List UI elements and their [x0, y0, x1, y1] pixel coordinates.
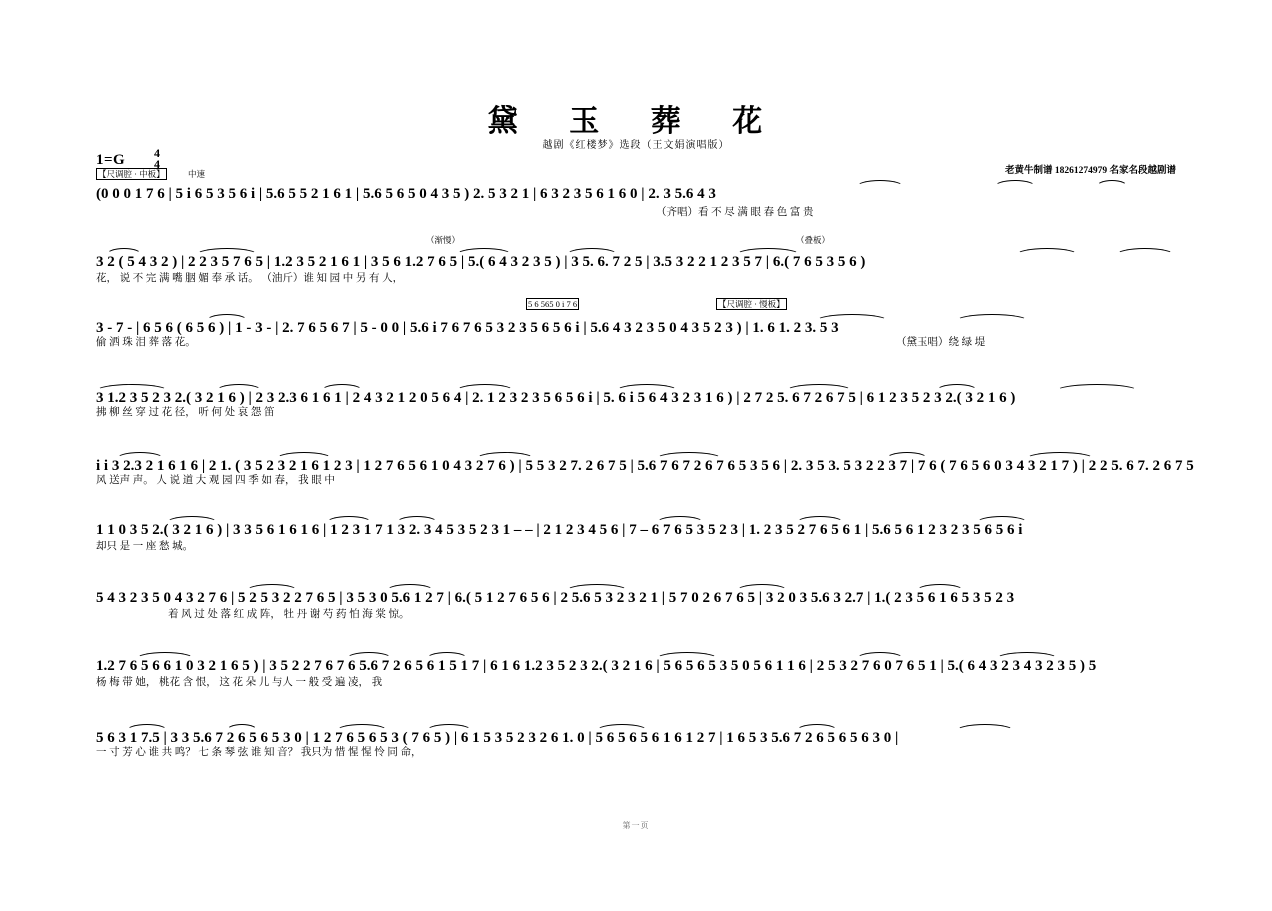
lyrics-row [96, 472, 1176, 490]
slur-arc [1096, 180, 1128, 187]
slur-arc [226, 724, 258, 731]
staff-system [96, 584, 1176, 624]
tempo-marker: 【尺调腔 · 中板】 [98, 169, 165, 179]
slur-arc [736, 248, 800, 255]
lyrics-row [96, 204, 1176, 222]
lyrics-row [96, 674, 1176, 692]
lyrics-row [96, 334, 1176, 352]
notes-row [96, 584, 1176, 606]
slur-arc [796, 516, 844, 523]
slur-arc [1116, 248, 1174, 255]
slur-arc [916, 584, 964, 591]
lyric-text: 着 风 过 处 落 红 成 阵， 牡 丹 谢 芍 药 怕 海 棠 惊。 [168, 609, 410, 620]
slur-arc [976, 516, 1028, 523]
notes-row [96, 652, 1176, 674]
lyrics-row [96, 404, 1176, 422]
slur-arc [956, 724, 1014, 731]
slur-arc [456, 248, 512, 255]
note-sequence: 3 2 ( 5 4 3 2 ) | 2 2 3 5 7 6 5 | 1.2 3 5 2 1 6 1 | 3 5 6 1.2 7 6 5 | 5.( 6 4 3 2 3 5 ) | 3 5. 6. 7 2 5 | 3.5 3 2 2 1 2 3 5 7 | 6.( 7 6 5 3 5 6 ) [96, 254, 866, 270]
lyrics-row [96, 270, 1176, 288]
note-sequence: 3 1.2 3 5 2 3 2.( 3 2 1 6 ) | 2 3 2.3 6 1 6 1 | 2 4 3 2 1 2 0 5 6 4 | 2. 1 2 3 2 3 5 6 5 6 i | 5. 6 i 5 6 4 3 2 3 1 6 ) | 2 7 2 5. 6 7 2 6 7 5 | 6 1 2 3 5 2 3 2.( 3 2 1 6 ) [96, 390, 1016, 406]
staff-system [96, 516, 1176, 556]
page-subtitle: 越剧《红楼梦》选段（王文娟演唱版） [542, 140, 730, 151]
notes-row [96, 235, 1176, 270]
lyric-text: 风 送声 声。 人 说 道 大 观 园 四 季 如 春， 我 眼 中 [96, 475, 335, 486]
slur-arc [166, 516, 218, 523]
lyric-text: （黛玉唱）绕 绿 堤 [896, 337, 986, 348]
notes-row [96, 450, 1194, 474]
lyric-text: 一 寸 芳 心 谁 共 鸣？ 七 条 琴 弦 谁 知 音？ 我只为 惜 惺 惺 怜 同 命， [96, 747, 422, 758]
slur-arc [386, 584, 434, 591]
staff-system [96, 450, 1194, 490]
notes-row [96, 299, 1176, 336]
note-sequence: 1 1 0 3 5 2.( 3 2 1 6 ) | 3 3 5 6 1 6 1 6 | 1 2 3 1 7 1 3 2. 3 4 5 3 5 2 3 1 – – | 2 1 2 3 4 5 6 | 7 – 6 7 6 5 3 5 2 3 | 1. 2 3 5 2 7 6 5 6 1 | 5.6 5 6 1 2 3 2 3 5 6 5 6 i [96, 522, 1023, 538]
lyric-text: 花， 说 不 完 满 嘴 胭 媚 奉 承 话。 （油斤）谁 知 园 中 另 有 人， [96, 273, 404, 284]
key-signature: 1=G [96, 152, 126, 168]
slur-arc [736, 584, 788, 591]
slur-arc [456, 384, 514, 391]
lyrics-row [96, 744, 1176, 762]
lyric-text: 偷 洒 珠 泪 葬 落 花。 [96, 337, 196, 348]
staff-system [96, 652, 1176, 692]
slur-arc [396, 516, 438, 523]
slur-arc [656, 452, 722, 459]
time-signature-denominator: 4 [154, 157, 160, 171]
slur-arc [566, 248, 618, 255]
interlude-marker: 5 6 565 0 i 7 6 [528, 299, 578, 309]
time-signature [148, 148, 166, 170]
tempo-text: （渐慢） [426, 235, 461, 245]
notes-row [96, 722, 1176, 744]
time-signature-numerator: 4 [154, 146, 160, 160]
credit-line: 老黄牛制谱 18261274979 名家名段越剧谱 [1004, 166, 1176, 176]
staff-system [96, 299, 1176, 352]
slur-arc [886, 452, 928, 459]
slur-arc [136, 652, 194, 659]
tempo-text: 中速 [188, 169, 206, 179]
tempo-text: （叠板） [796, 235, 831, 245]
note-sequence: i i 3 2.3 2 1 6 1 6 | 2 1. ( 3 5 2 3 2 1 6 1 2 3 | 1 2 7 6 5 6 1 0 4 3 2 7 6 ) | 5 5 3 2 7. 2 6 7 5 | 5.6 7 6 7 2 6 7 6 5 3 5 6 | 2. 3 5 3. 5 3 2 2 3 7 | 7 6 ( 7 6 5 6 0 3 4 3 2 1 7 ) | 2 2 5. 6 7. 2 6 7 5 [96, 458, 1194, 474]
staff-system [96, 382, 1176, 422]
slur-arc [426, 724, 472, 731]
slur-arc [96, 384, 168, 391]
note-sequence: 5 6 3 1 7.5 | 3 3 5.6 7 2 6 5 6 5 3 0 | 1 2 7 6 5 6 5 3 ( 7 6 5 ) | 6 1 5 3 5 2 3 2 6 1. 0 | 5 6 5 6 5 6 1 6 1 2 7 | 1 6 5 3 5.6 7 2 6 5 6 5 6 3 0 | [96, 730, 899, 746]
slur-arc [126, 724, 168, 731]
slur-arc [106, 248, 142, 255]
slur-arc [656, 652, 718, 659]
notes-row [96, 516, 1176, 538]
slur-arc [321, 384, 363, 391]
staff-system [96, 722, 1176, 762]
slur-arc [786, 384, 852, 391]
lyrics-row [96, 538, 1176, 556]
tempo-marker: 【尺调腔 · 慢板】 [718, 299, 785, 309]
page-number: 第一页 [622, 821, 650, 830]
slur-arc [936, 384, 978, 391]
lyric-text: 却只 是 一 座 愁 城。 [96, 541, 194, 552]
slur-arc [816, 314, 888, 321]
slur-arc [336, 724, 388, 731]
slur-arc [476, 452, 534, 459]
slur-arc [276, 452, 332, 459]
note-sequence: 1.2 7 6 5 6 6 1 0 3 2 1 6 5 ) | 3 5 2 2 7 6 7 6 5.6 7 2 6 5 6 1 5 1 7 | 6 1 6 1.2 3 5 2 3 2.( 3 2 1 6 | 5 6 5 6 5 3 5 0 5 6 1 1 6 | 2 5 3 2 7 6 0 7 6 5 1 | 5.( 6 4 3 2 3 4 3 2 3 5 ) 5 [96, 658, 1097, 674]
lyric-text: 杨 梅 带 她， 桃花 含 恨， 这 花 朵 儿 与人 一 般 受 遍 凌， 我 [96, 677, 383, 688]
slur-arc [206, 314, 248, 321]
note-sequence: 5 4 3 2 3 5 0 4 3 2 7 6 | 5 2 5 3 2 2 7 6 5 | 3 5 3 0 5.6 1 2 7 | 6.( 5 1 2 7 6 5 6 | 2 5.6 5 3 2 3 2 1 | 5 7 0 2 6 7 6 5 | 3 2 0 3 5.6 3 2.7 | 1.( 2 3 5 6 1 6 5 3 5 2 3 [96, 590, 1015, 606]
slur-arc [196, 248, 258, 255]
lyrics-row [96, 606, 1176, 624]
lyric-text: （齐唱）看 不 尽 满 眼 春 色 富 贵 [656, 207, 814, 218]
slur-arc [1056, 384, 1138, 391]
slur-arc [616, 384, 678, 391]
slur-arc [856, 652, 904, 659]
slur-arc [596, 724, 648, 731]
slur-arc [566, 584, 628, 591]
page-title: 黛 玉 葬 花 [487, 105, 785, 138]
slur-arc [1016, 248, 1078, 255]
slur-arc [796, 724, 838, 731]
slur-arc [656, 516, 704, 523]
slur-arc [994, 180, 1036, 187]
slur-arc [246, 584, 298, 591]
note-sequence: 3 - 7 - | 6 5 6 ( 6 5 6 ) | 1 - 3 - | 2. 7 6 5 6 7 | 5 - 0 0 | 5.6 i 7 6 7 6 5 3 2 3 5 6 5 6 i | 5.6 4 3 2 3 5 0 4 3 5 2 3 ) | 1. 6 1. 2 3. 5 3 [96, 320, 839, 336]
slur-arc [116, 452, 164, 459]
slur-arc [326, 516, 372, 523]
staff-system [96, 235, 1176, 288]
notes-row [96, 382, 1176, 404]
slur-arc [996, 652, 1058, 659]
lyric-text: 拂 柳 丝 穿 过 花 径， 听 何 处 哀 怨 笛 [96, 407, 275, 418]
note-sequence: (0 0 0 1 7 6 | 5 i 6 5 3 5 6 i | 5.6 5 5 2 1 6 1 | 5.6 5 6 5 0 4 3 5 ) 2. 5 3 2 1 | 6 3 2 3 5 6 1 6 0 | 2. 3 5.6 4 3 [96, 186, 716, 202]
slur-arc [216, 384, 262, 391]
slur-arc [856, 180, 904, 187]
slur-arc [956, 314, 1028, 321]
slur-arc [346, 652, 392, 659]
slur-arc [1026, 452, 1094, 459]
slur-arc [426, 652, 468, 659]
